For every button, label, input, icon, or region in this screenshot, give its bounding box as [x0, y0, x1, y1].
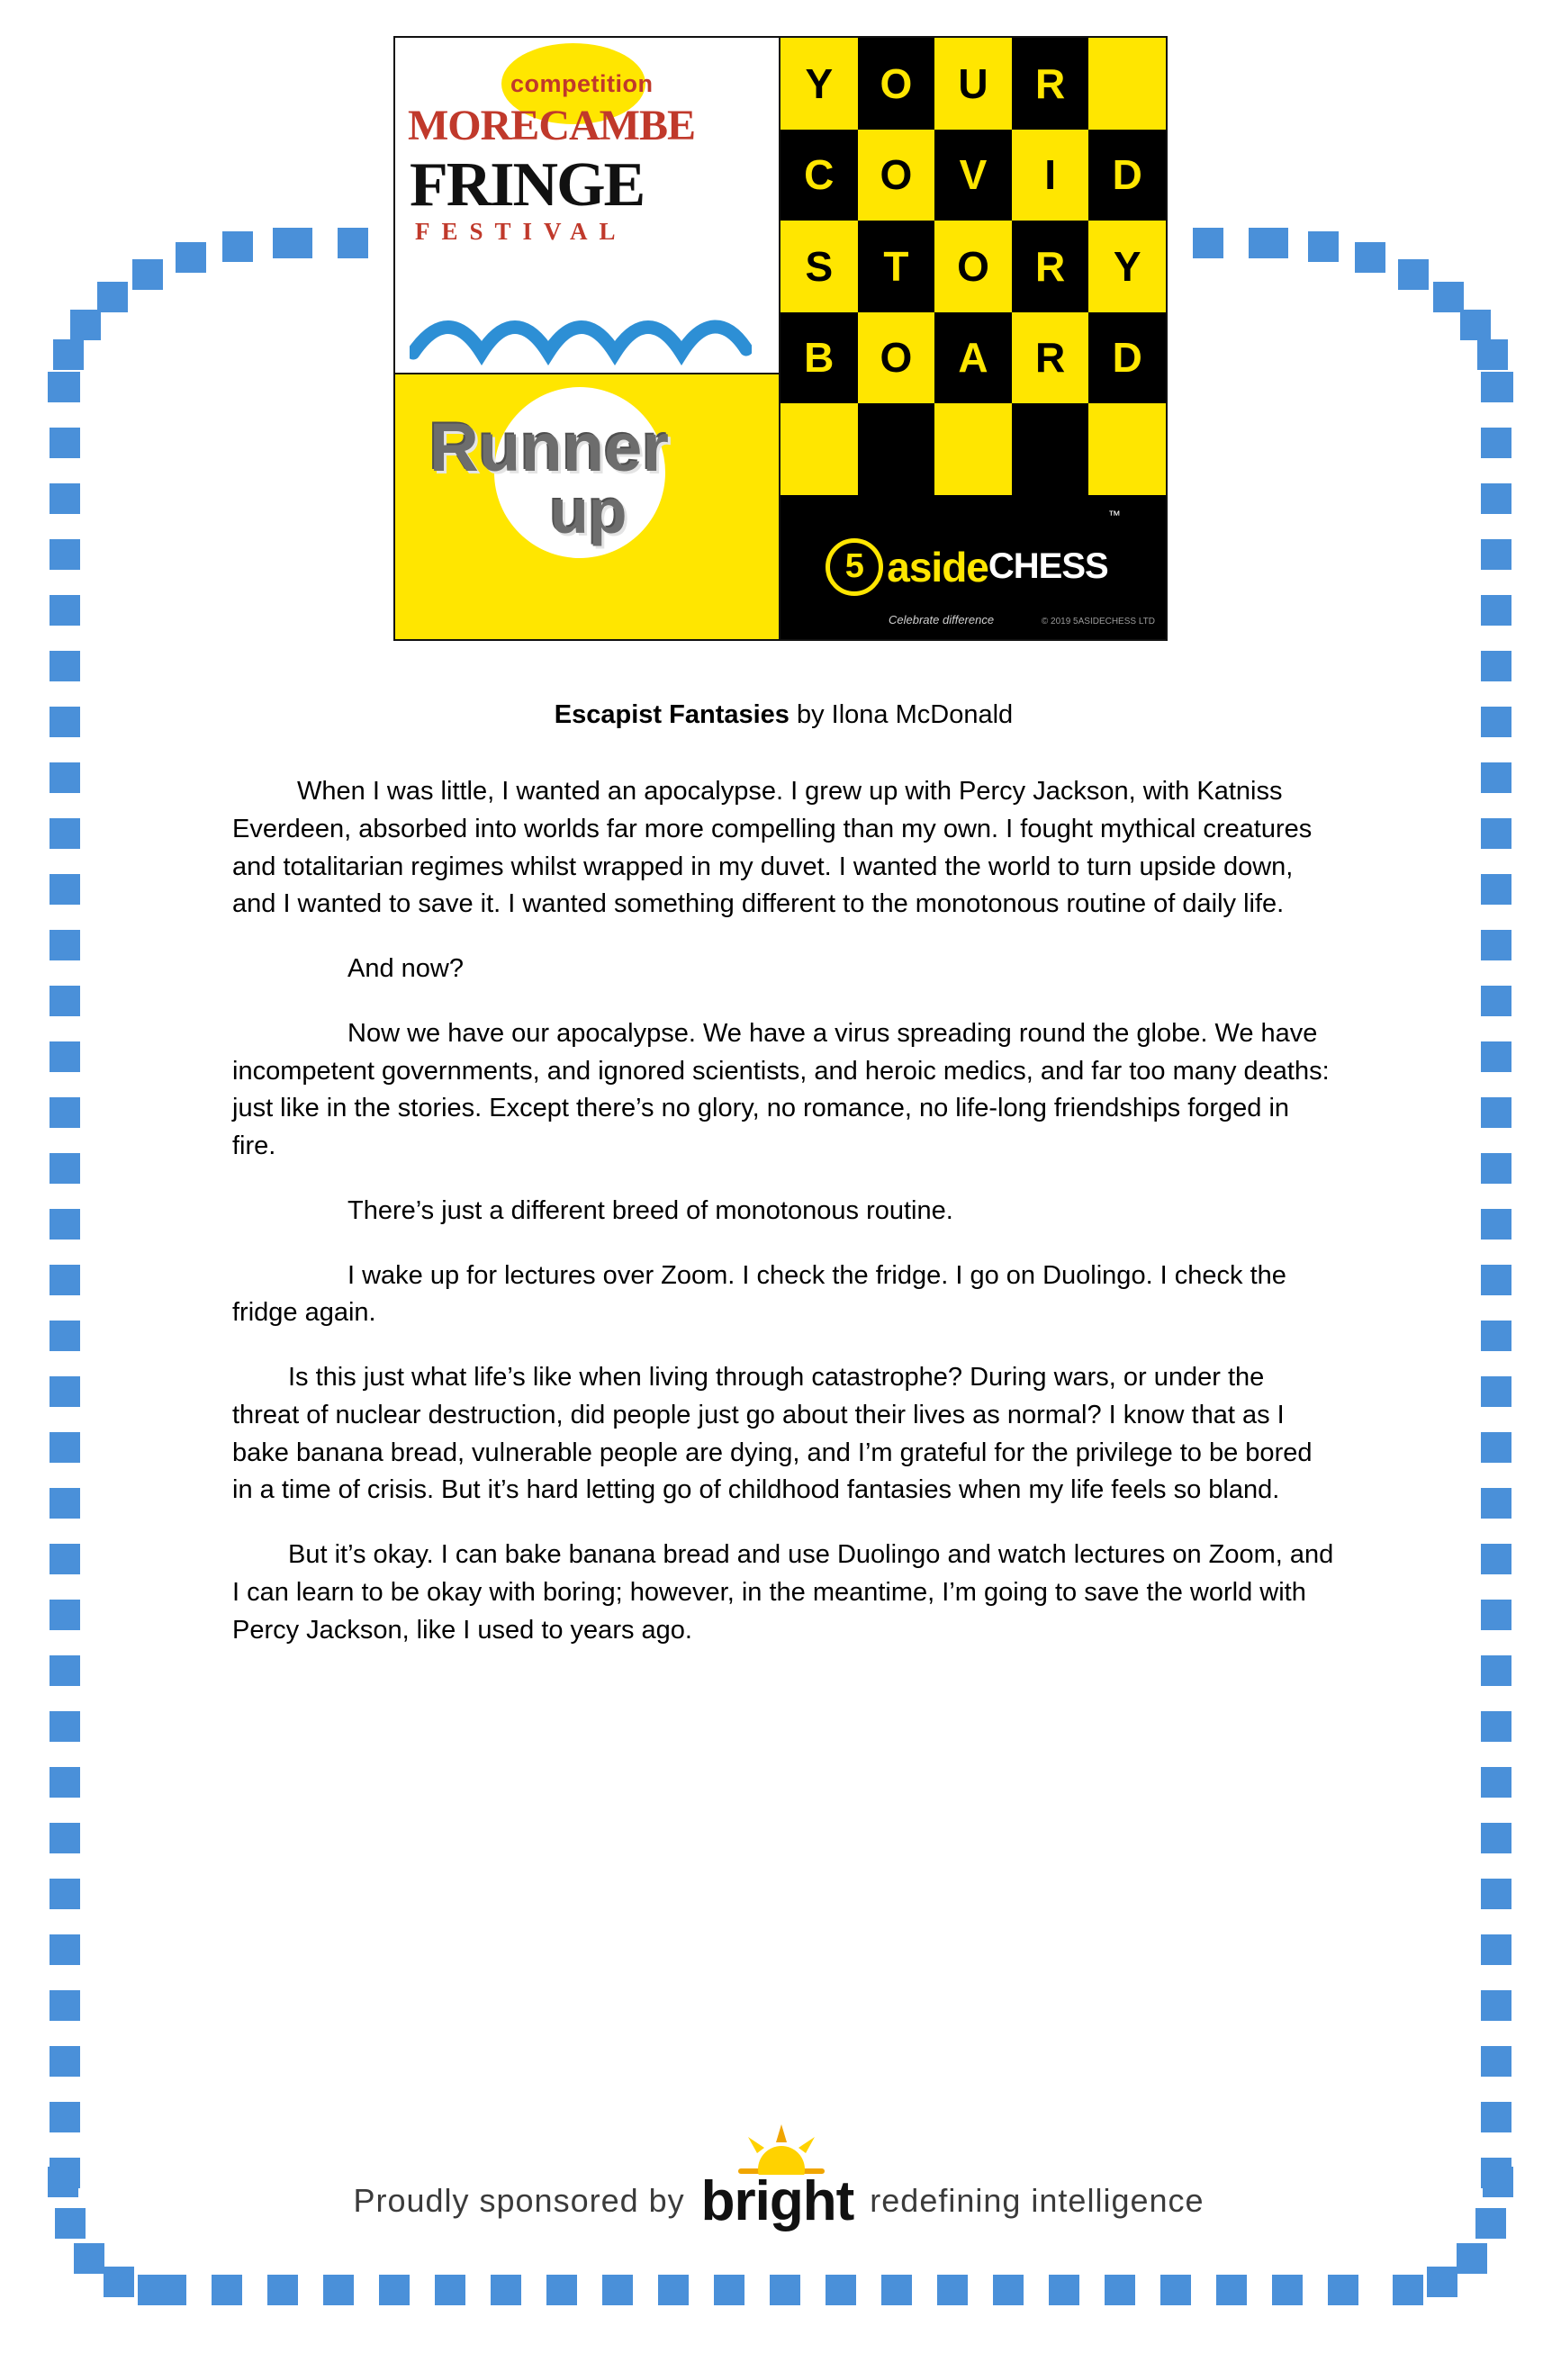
- story-title-author: by Ilona McDonald: [789, 700, 1014, 729]
- border-dash: [937, 2275, 968, 2305]
- checker-cell: O: [858, 38, 935, 130]
- chess-aside-text: aside: [887, 543, 988, 590]
- border-dash: [1457, 2243, 1487, 2274]
- checker-cell: O: [858, 312, 935, 404]
- border-dash: [50, 986, 80, 1016]
- border-dash: [714, 2275, 744, 2305]
- border-dash: [1160, 2275, 1191, 2305]
- border-dash: [1481, 595, 1511, 626]
- border-dash: [881, 2275, 912, 2305]
- chess-chess-text: CHESS: [988, 546, 1108, 587]
- border-dash: [50, 1879, 80, 1909]
- border-dash: [770, 2275, 800, 2305]
- border-dash: [1483, 372, 1513, 402]
- border-dash: [50, 1600, 80, 1630]
- checker-cell: [1088, 403, 1166, 495]
- border-dash: [379, 2275, 410, 2305]
- story-paragraph: When I was little, I wanted an apocalypse. I grew up with Percy Jackson, with Katniss Everdeen, absorbed into worlds far more compelling than my own. I fought mythical creatures and totalitarian regimes whilst wrapped in my duvet. I wanted the world to turn upside down, and I wanted to save it. I wanted something different to the monotonous routine of daily life.: [232, 777, 1313, 919]
- story-paragraph: And now?: [347, 954, 464, 983]
- checker-cell: [1012, 403, 1089, 495]
- chess-five-icon: 5: [826, 538, 883, 596]
- checker-cell: [780, 403, 858, 495]
- story-paragraph: Now we have our apocalypse. We have a virus spreading round the globe. We have incompetent governments, and ignored scientists, and heroic medics, and far too many deaths: just like in the stories. Except there’s no glory, no romance, no life-long friendships forged in fire.: [232, 1018, 1330, 1160]
- border-dash: [50, 2046, 80, 2077]
- border-dash: [1393, 2275, 1423, 2305]
- border-dash: [1481, 1097, 1511, 1128]
- border-dash: [1481, 1655, 1511, 1686]
- border-dash: [1481, 1488, 1511, 1519]
- story-paragraph: I wake up for lectures over Zoom. I check the fridge. I go on Duolingo. I check the fridge again.: [232, 1260, 1286, 1328]
- border-dash: [1481, 2158, 1511, 2188]
- border-dash: [1481, 1990, 1511, 2021]
- border-dash: [132, 259, 163, 290]
- border-dash: [1481, 1153, 1511, 1184]
- bright-logo: [701, 2169, 854, 2233]
- border-dash: [48, 2167, 78, 2197]
- border-dash: [1216, 2275, 1247, 2305]
- bright-tagline: redefining intelligence: [870, 2182, 1205, 2219]
- border-dash: [74, 2243, 104, 2274]
- border-dash: [212, 2275, 242, 2305]
- competition-label: competition: [510, 70, 654, 97]
- story-title-bold: Escapist Fantasies: [554, 700, 790, 729]
- morecambe-text: MORECAMBE: [408, 102, 695, 149]
- border-dash: [70, 310, 101, 340]
- border-dash: [1481, 986, 1511, 1016]
- border-dash: [222, 231, 253, 262]
- border-dash: [50, 428, 80, 458]
- border-dash: [50, 1097, 80, 1128]
- story-paragraph: Is this just what life’s like when living through catastrophe? During wars, or under the threat of nuclear destruction, did people just go about their lives as normal? I know that as I bake banana bread, vulnerable people are dying, and I’m grateful for the privilege to be bored in a time of crisis. But it’s hard letting go of childhood fantasies when my life feels so bland.: [232, 1363, 1313, 1505]
- wave-icon: [410, 313, 752, 367]
- checker-cell: C: [780, 130, 858, 221]
- border-dash: [1481, 483, 1511, 514]
- border-dash: [50, 874, 80, 905]
- border-dash: [1477, 339, 1508, 370]
- border-dash: [50, 1990, 80, 2021]
- checker-cell: O: [858, 130, 935, 221]
- border-dash: [1481, 2102, 1511, 2132]
- border-dash: [1049, 2275, 1079, 2305]
- border-dash: [267, 2275, 298, 2305]
- border-dash: [1481, 1600, 1511, 1630]
- covid-story-board-checkerboard: [780, 38, 1166, 495]
- checker-cell: [858, 403, 935, 495]
- border-dash: [53, 339, 84, 370]
- sponsored-by-label: Proudly sponsored by: [353, 2182, 685, 2219]
- border-dash: [1460, 310, 1491, 340]
- checker-cell: Y: [1088, 221, 1166, 312]
- bright-wordmark: bright: [700, 2169, 854, 2232]
- border-dash: [55, 2208, 86, 2239]
- story-title: [232, 700, 1335, 730]
- border-dash: [1481, 1934, 1511, 1965]
- border-dash: [1475, 2208, 1506, 2239]
- checker-cell: R: [1012, 221, 1089, 312]
- border-dash: [1355, 242, 1385, 273]
- border-dash: [491, 2275, 521, 2305]
- border-dash: [50, 707, 80, 737]
- border-dash: [602, 2275, 633, 2305]
- border-dash: [50, 1655, 80, 1686]
- border-dash: [50, 2102, 80, 2132]
- border-dash: [1481, 1209, 1511, 1240]
- fringe-text: FRINGE: [410, 150, 645, 220]
- runner-up-banner: [395, 374, 780, 639]
- border-dash: [50, 930, 80, 960]
- border-dash: [50, 651, 80, 681]
- border-dash: [1481, 930, 1511, 960]
- border-dash: [1308, 231, 1339, 262]
- border-dash: [50, 539, 80, 570]
- border-dash: [1481, 762, 1511, 793]
- checker-cell: A: [934, 312, 1012, 404]
- border-dash: [435, 2275, 465, 2305]
- festival-text: FESTIVAL: [415, 218, 627, 245]
- border-dash: [1249, 228, 1279, 258]
- trademark-symbol: ™: [1107, 507, 1121, 522]
- sunrise-icon: [732, 2123, 831, 2175]
- border-dash: [1481, 707, 1511, 737]
- story-body: [232, 700, 1335, 1676]
- border-dash: [338, 228, 368, 258]
- border-dash: [1481, 372, 1511, 402]
- checker-cell: I: [1012, 130, 1089, 221]
- border-dash: [50, 595, 80, 626]
- border-dash: [176, 242, 206, 273]
- border-dash: [48, 372, 78, 402]
- sponsor-footer: [239, 2142, 1319, 2259]
- chess-tagline: Celebrate difference: [889, 612, 995, 627]
- checker-cell: R: [1012, 38, 1089, 130]
- border-dash: [1481, 1376, 1511, 1407]
- border-dash: [1481, 428, 1511, 458]
- story-paragraph: There’s just a different breed of monotonous routine.: [347, 1195, 953, 1225]
- border-dash: [323, 2275, 354, 2305]
- border-dash: [273, 228, 303, 258]
- border-dash: [1481, 1041, 1511, 1072]
- border-dash: [1481, 874, 1511, 905]
- morecambe-fringe-logo: [395, 38, 780, 374]
- border-dash: [97, 282, 128, 312]
- border-dash: [50, 1823, 80, 1853]
- border-dash: [1481, 1767, 1511, 1798]
- border-dash: [50, 818, 80, 849]
- border-dash: [138, 2275, 168, 2305]
- border-dash: [1481, 651, 1511, 681]
- border-dash: [1481, 1544, 1511, 1574]
- runner-up-word: Runner: [429, 410, 669, 487]
- border-dash: [1427, 2267, 1457, 2297]
- border-dash: [1258, 228, 1288, 258]
- border-dash: [50, 1767, 80, 1798]
- checker-cell: U: [934, 38, 1012, 130]
- border-dash: [50, 762, 80, 793]
- border-dash: [1481, 1432, 1511, 1463]
- border-dash: [50, 1488, 80, 1519]
- border-dash: [1433, 282, 1464, 312]
- border-dash: [1481, 1265, 1511, 1295]
- border-dash: [1481, 1823, 1511, 1853]
- border-dash: [50, 1153, 80, 1184]
- poster-left-column: [395, 38, 780, 639]
- border-dash: [1105, 2275, 1135, 2305]
- border-dash: [50, 1209, 80, 1240]
- checker-cell: T: [858, 221, 935, 312]
- border-dash: [1193, 228, 1223, 258]
- border-dash: [50, 1934, 80, 1965]
- checker-cell: V: [934, 130, 1012, 221]
- border-dash: [1481, 2046, 1511, 2077]
- border-dash: [156, 2275, 186, 2305]
- border-dash: [546, 2275, 577, 2305]
- runner-up-suffix: up: [550, 476, 627, 547]
- checker-cell: [934, 403, 1012, 495]
- story-paragraph: But it’s okay. I can bake banana bread and use Duolingo and watch lectures on Zoom, and I can learn to be okay with boring; however, in the meantime, I’m going to save the world with Percy Jackson, like I used to years ago.: [232, 1540, 1334, 1645]
- border-dash: [50, 1544, 80, 1574]
- border-dash: [1272, 2275, 1303, 2305]
- border-dash: [282, 228, 312, 258]
- 5aside-chess-logo: [780, 495, 1166, 639]
- border-dash: [1481, 1321, 1511, 1351]
- border-dash: [1483, 2167, 1513, 2197]
- checker-cell: B: [780, 312, 858, 404]
- border-dash: [1481, 1711, 1511, 1742]
- award-poster: [393, 36, 1168, 641]
- border-dash: [1328, 2275, 1358, 2305]
- border-dash: [826, 2275, 856, 2305]
- border-dash: [50, 1432, 80, 1463]
- border-dash: [50, 1321, 80, 1351]
- border-dash: [50, 2158, 80, 2188]
- border-dash: [104, 2267, 134, 2297]
- border-dash: [658, 2275, 689, 2305]
- poster-right-column: [780, 38, 1166, 639]
- checker-cell: [1088, 38, 1166, 130]
- border-dash: [1481, 539, 1511, 570]
- border-dash: [50, 1711, 80, 1742]
- border-dash: [1481, 1879, 1511, 1909]
- border-dash: [50, 483, 80, 514]
- checker-cell: R: [1012, 312, 1089, 404]
- border-dash: [50, 1041, 80, 1072]
- checker-cell: D: [1088, 312, 1166, 404]
- checker-cell: Y: [780, 38, 858, 130]
- border-dash: [50, 1265, 80, 1295]
- chess-copyright: © 2019 5ASIDECHESS LTD: [1041, 616, 1155, 627]
- border-dash: [1398, 259, 1429, 290]
- border-dash: [50, 372, 80, 402]
- border-dash: [50, 1376, 80, 1407]
- checker-cell: S: [780, 221, 858, 312]
- checker-cell: D: [1088, 130, 1166, 221]
- border-dash: [993, 2275, 1024, 2305]
- checker-cell: O: [934, 221, 1012, 312]
- border-dash: [1481, 818, 1511, 849]
